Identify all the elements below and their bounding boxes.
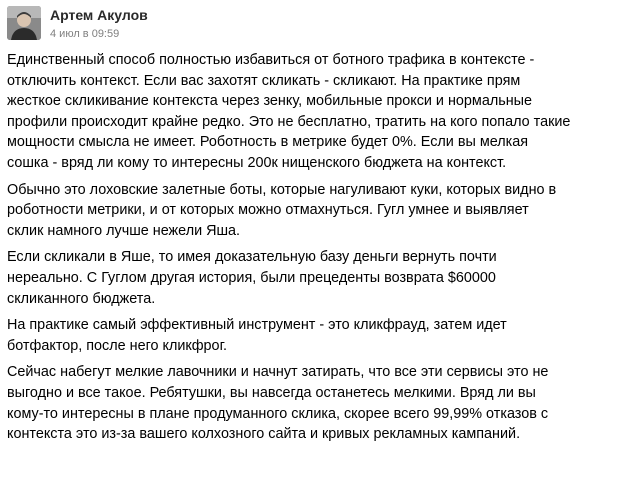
post-text-line: сошка - вряд ли кому то интересны 200к нищенского бюджета на контекст. xyxy=(7,154,507,171)
post-text-line: кому-то интересны в плане продуманного склика, скорее всего 99,99% отказов с xyxy=(7,405,549,422)
post-paragraph xyxy=(7,50,619,174)
post-text-line: нереально. С Гуглом другая история, были прецеденты возврата $60000 xyxy=(7,269,496,286)
author-name[interactable]: Артем Акулов xyxy=(50,7,148,23)
post-text-line: отключить контекст. Если вас захотят скликать - скликают. На практике прям xyxy=(7,72,521,89)
post-text-line: ботфактор, после него кликфрог. xyxy=(7,337,228,354)
post-paragraph xyxy=(7,247,619,309)
post-text-line: Обычно это лоховские залетные боты, которые нагуливают куки, которых видно в xyxy=(7,181,557,198)
post-paragraph xyxy=(7,315,619,356)
post-text xyxy=(7,50,619,451)
post-text-line: скликанного бюджета. xyxy=(7,290,156,307)
post-text-line: Единственный способ полностью избавиться от ботного трафика в контексте - xyxy=(7,52,535,68)
post-text-line: контекста это из-за вашего колхозного сайта и кривых рекламных кампаний. xyxy=(7,426,521,443)
post-text-line: выгодно и все такое. Ребятушки, вы навсегда останетесь мелкими. Вряд ли вы xyxy=(7,384,536,401)
post-text-line: профили происходит крайне редко. Это не бесплатно, тратить на кого попало такие xyxy=(7,113,571,130)
post-paragraph xyxy=(7,362,619,444)
post-text-line: На практике самый эффективный инструмент - это кликфрауд, затем идет xyxy=(7,317,507,334)
post-paragraph xyxy=(7,180,619,242)
post-text-line: роботности метрики, и от которых можно отмахнуться. Гугл умнее и выявляет xyxy=(7,202,529,219)
post-text-line: Если скликали в Яше, то имея доказательную базу деньги вернуть почти xyxy=(7,249,497,266)
post-text-line: жесткое скликивание контекста через зенку, мобильные прокси и нормальные xyxy=(7,93,533,110)
avatar[interactable] xyxy=(7,6,41,40)
user-photo-icon xyxy=(7,6,41,40)
post-date[interactable]: 4 июл в 09:59 xyxy=(50,28,120,40)
post-text-line: Сейчас набегут мелкие лавочники и начнут затирать, что все эти сервисы это не xyxy=(7,364,549,381)
post-text-line: склик намного лучше нежели Яша. xyxy=(7,222,241,239)
post-text-line: мощности смысла не имеет. Роботность в метрике будет 0%. Если вы мелкая xyxy=(7,134,529,151)
